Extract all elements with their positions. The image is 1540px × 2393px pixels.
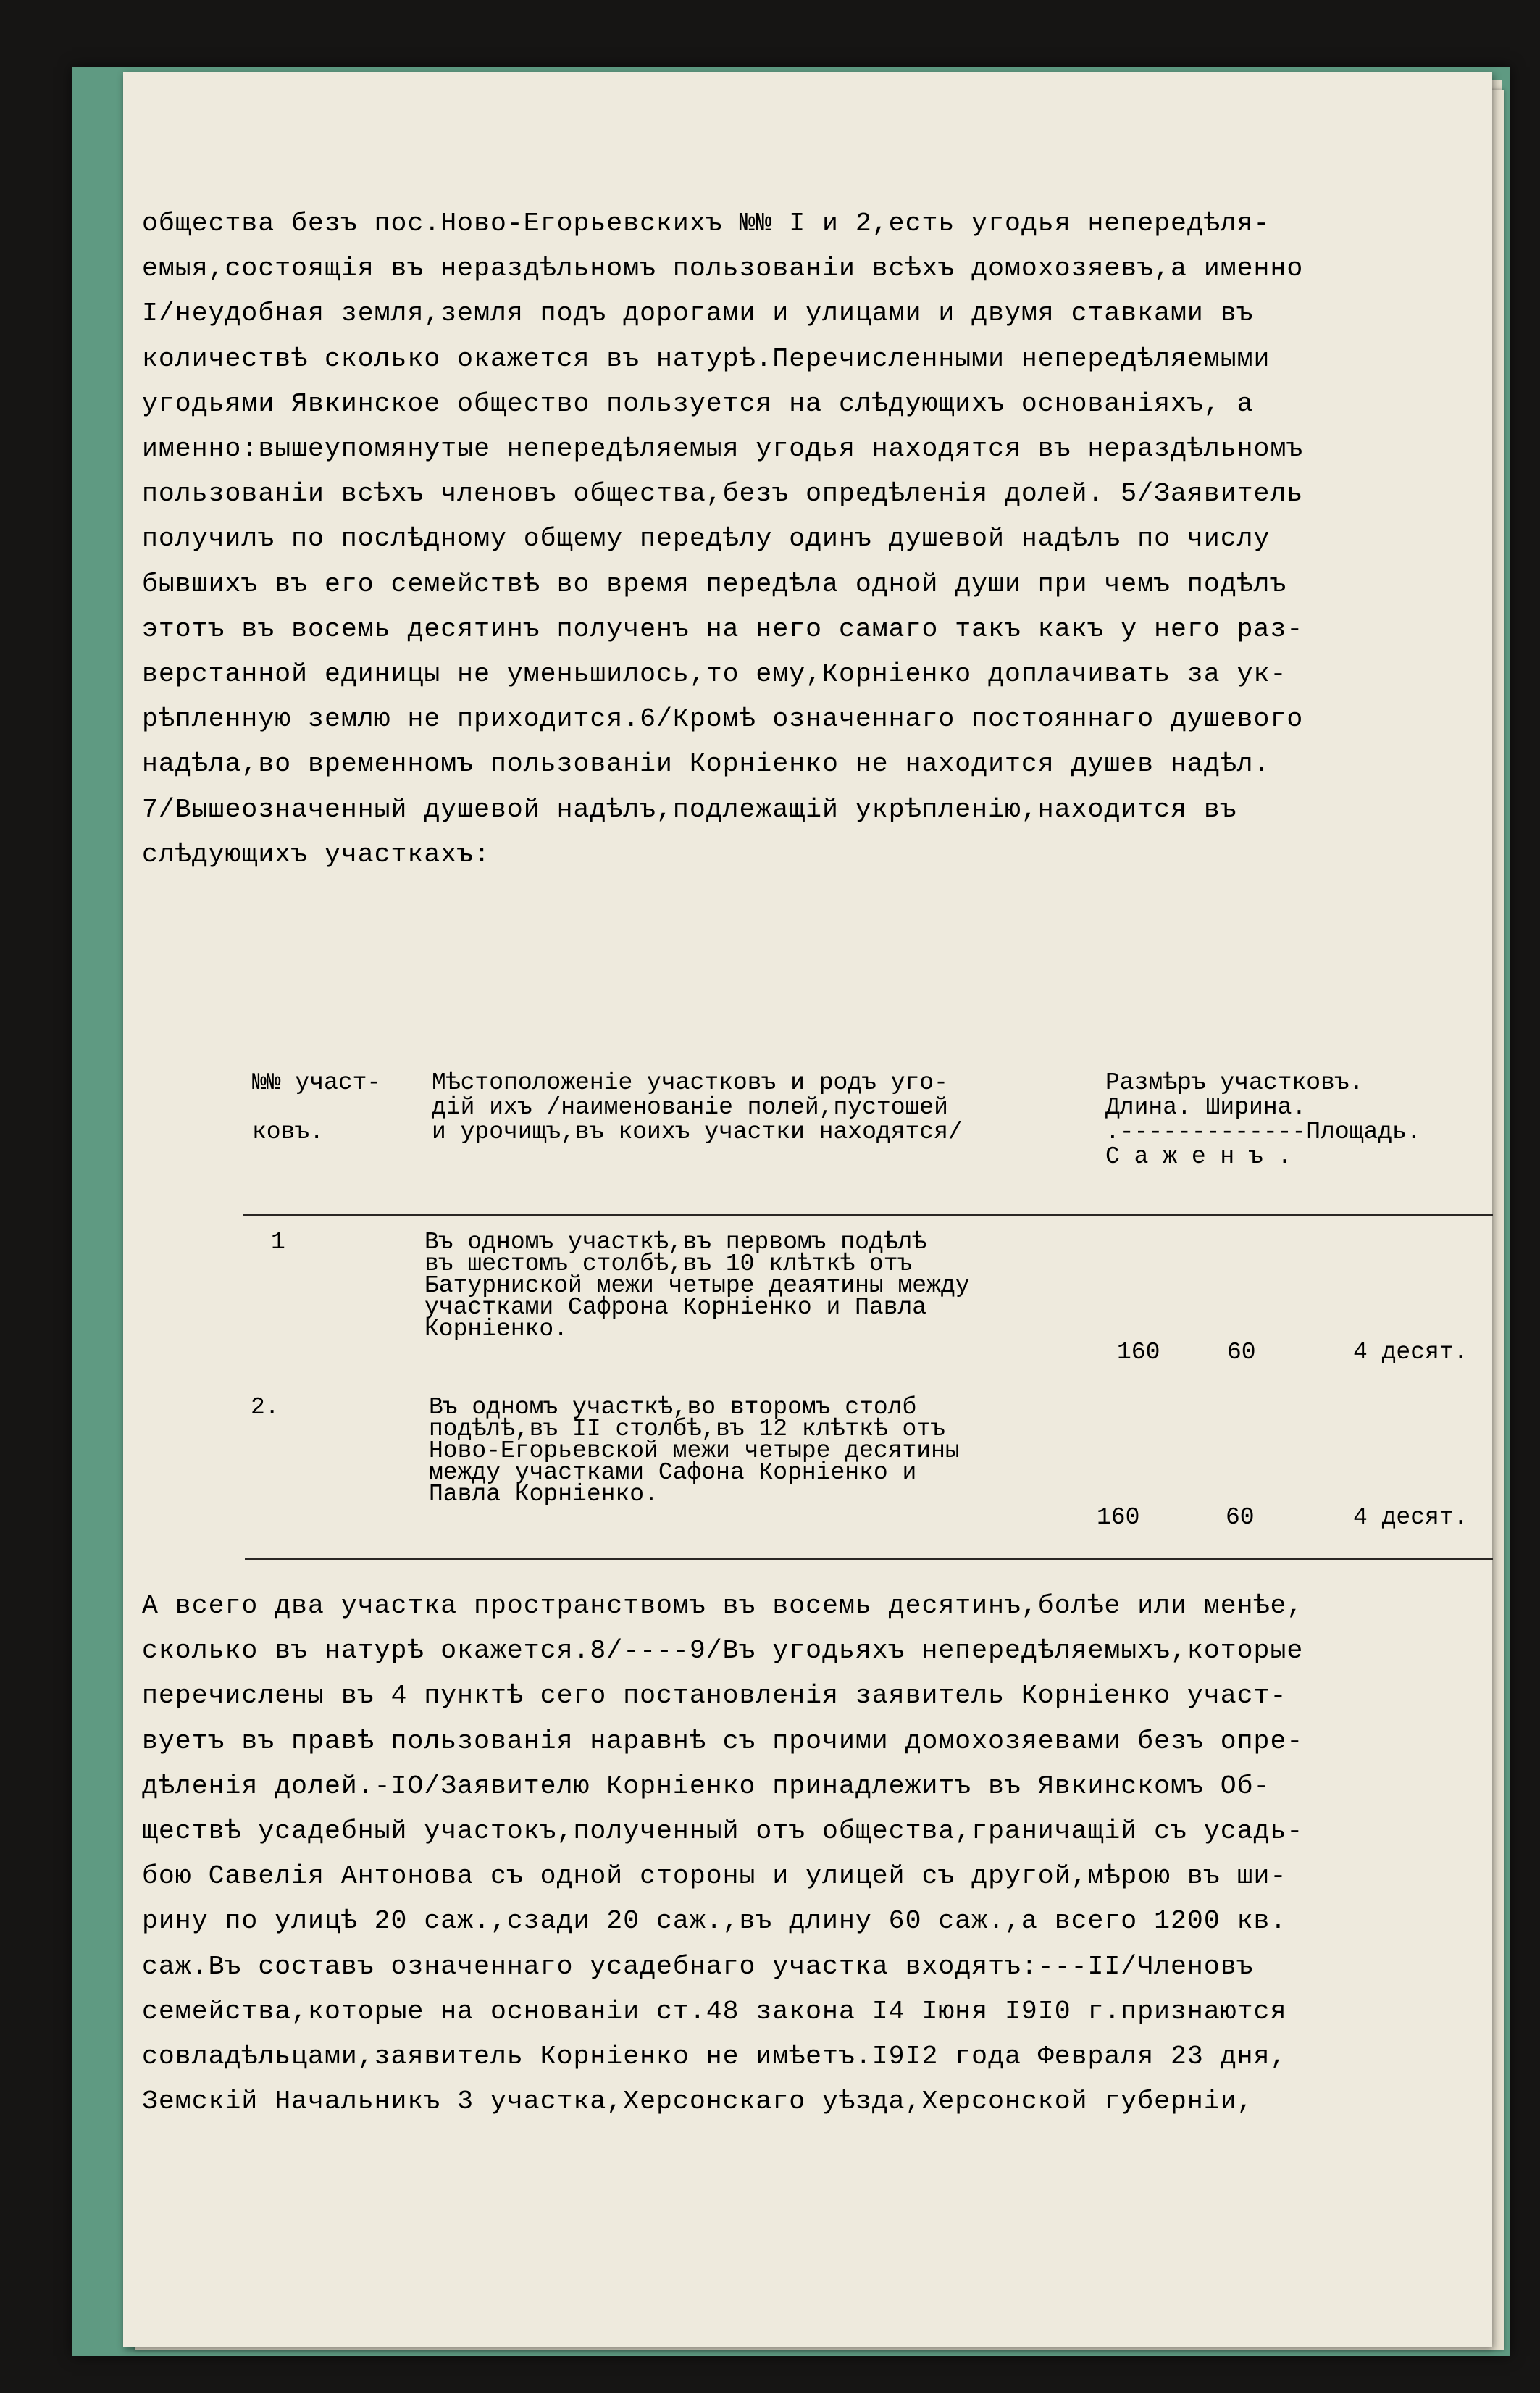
row-width: 60 — [1227, 1339, 1256, 1366]
header-location: Мѣстоположеніе участковъ и родъ уго- дій ихъ /наименованіе полей,пустошей и урочищъ,въ коихъ участки находятся/ — [432, 1069, 963, 1145]
text-line: слѣдующихъ участкахъ: — [142, 839, 490, 869]
text-line: угодьями Явкинское общество пользуется на слѣдующихъ основаніяхъ, а — [142, 388, 1254, 419]
row-description: Въ одномъ участкѣ,во второмъ столб подѣлѣ,въ II столбѣ,въ 12 клѣткѣ отъ Ново-Егорьевской межи четыре десятины между участками Сафона Корніенко и Павла Корніенко. — [429, 1394, 960, 1508]
text-line: верстанной единицы не уменьшилось,то ему,Корніенко доплачивать за ук- — [142, 659, 1287, 690]
text-line: саж.Въ составъ означеннаго усадебнаго участка входятъ:---II/Членовъ — [142, 1951, 1254, 1981]
text-line: совладѣльцами,заявитель Корніенко не имѣетъ.I9I2 года Февраля 23 дня, — [142, 2042, 1287, 2072]
text-line: сколько въ натурѣ окажется.8/----9/Въ угодьяхъ непередѣляемыхъ,которые — [142, 1636, 1304, 1666]
text-line: бою Савелія Антонова съ одной стороны и улицей съ другой,мѣрою въ ши- — [142, 1861, 1287, 1892]
table-row — [142, 1229, 1504, 1377]
table-top-rule — [243, 1214, 1493, 1216]
text-line: А всего два участка пространствомъ въ восемь десятинъ,болѣе или менѣе, — [142, 1591, 1304, 1621]
text-line: 7/Вышеозначенный душевой надѣлъ,подлежащій укрѣпленію,находится въ — [142, 794, 1237, 824]
text-line: дѣленія долей.-IO/Заявителю Корніенко принадлежитъ въ Явкинскомъ Об- — [142, 1771, 1271, 1801]
row-width: 60 — [1226, 1504, 1255, 1531]
row-length: 160 — [1097, 1504, 1140, 1531]
text-line: пользованіи всѣхъ членовъ общества,безъ опредѣленія долей. 5/Заявитель — [142, 479, 1304, 509]
text-line: этотъ въ восемь десятинъ полученъ на него самаго такъ какъ у него раз- — [142, 614, 1304, 644]
text-line: надѣла,во временномъ пользованіи Корніенко не находится душев надѣл. — [142, 749, 1271, 780]
row-number: 1 — [271, 1229, 285, 1256]
text-line: ществѣ усадебный участокъ,полученный отъ общества,граничащій съ усадь- — [142, 1816, 1304, 1847]
table-header — [142, 1071, 1504, 1172]
header-size: Размѣръ участковъ. Длина. Ширина. .-------------Площадь. С а ж е н ъ . — [1105, 1069, 1421, 1170]
text-line: получилъ по послѣдному общему передѣлу одинъ душевой надѣлъ по числу — [142, 524, 1271, 554]
text-line: перечислены въ 4 пунктѣ сего постановленія заявитель Корніенко участ- — [142, 1681, 1287, 1711]
table-bottom-rule — [245, 1558, 1493, 1560]
text-line: количествѣ сколько окажется въ натурѣ.Перечисленными непередѣляемыми — [142, 343, 1271, 374]
text-line: I/неудобная земля,земля подъ дорогами и улицами и двумя ставками въ — [142, 298, 1254, 329]
text-line: вуетъ въ правѣ пользованія наравнѣ съ прочими домохозяевами безъ опре- — [142, 1726, 1304, 1756]
row-area: 4 десят. — [1353, 1504, 1468, 1531]
row-number: 2. — [251, 1394, 280, 1421]
text-line: Земскій Начальникъ 3 участка,Херсонскаго уѣзда,Херсонской губерніи, — [142, 2087, 1254, 2117]
text-line: емыя,состоящія въ нераздѣльномъ пользованіи всѣхъ домохозяевъ,а именно — [142, 254, 1304, 284]
text-line: семейства,которые на основаніи ст.48 закона I4 Іюня I9I0 г.признаются — [142, 1996, 1287, 2026]
header-plot-number: №№ участ- ковъ. — [252, 1069, 382, 1145]
text-line: бывшихъ въ его семействѣ во время передѣла одной души при чемъ подѣлъ — [142, 569, 1287, 599]
paragraph-top — [142, 201, 1504, 877]
text-line: общества безъ пос.Ново-Егорьевскихъ №№ I и 2,есть угодья непередѣля- — [142, 209, 1271, 238]
text-line: рѣпленную землю не приходится.6/Кромѣ означеннаго постояннаго душевого — [142, 704, 1304, 735]
paragraph-bottom — [142, 1584, 1504, 2124]
text-line: именно:вышеупомянутые непередѣляемыя угодья находятся въ нераздѣльномъ — [142, 434, 1304, 464]
row-length: 160 — [1117, 1339, 1160, 1366]
row-description: Въ одномъ участкѣ,въ первомъ подѣлѣ въ шестомъ столбѣ,въ 10 клѣткѣ отъ Батурниской межи четыре деаятины между участками Сафрона Корніенко и Павла Корніенко. — [424, 1229, 970, 1342]
text-line: рину по улицѣ 20 саж.,сзади 20 саж.,въ длину 60 саж.,а всего 1200 кв. — [142, 1906, 1287, 1937]
row-area: 4 десят. — [1353, 1339, 1468, 1366]
table-row — [142, 1394, 1504, 1542]
